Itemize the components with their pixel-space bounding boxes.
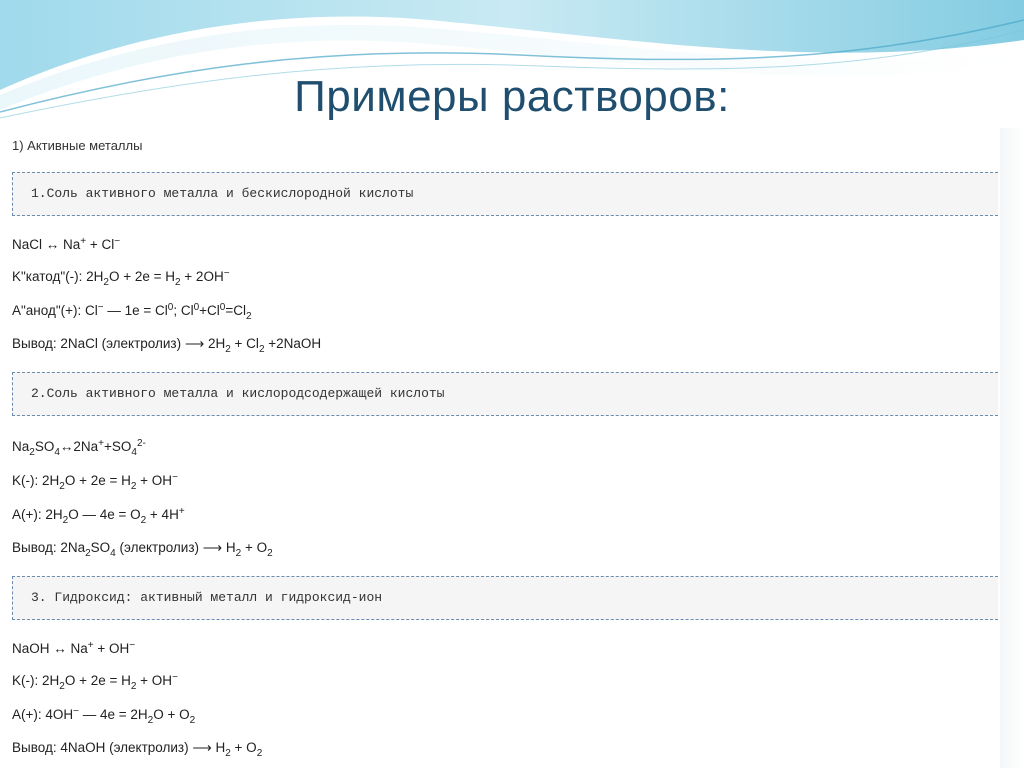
- section-1-line-4: Вывод: 2NaCl (электролиз) ⟶ $2H_2 + Cl_2$ +2NaOH: [12, 336, 322, 355]
- section-1-header: 1.Соль активного металла и бескислородной кислоты: [31, 186, 414, 201]
- section-1-line-2: K"катод"(-): $2H_2O + 2e = H_2 + 2OH^-$: [12, 268, 230, 288]
- section-1-line-3: A"анод"(+): Cl− — $1e = Cl^0$; $Cl^0+Cl^0=Cl_2$: [12, 302, 252, 322]
- slide-title: Примеры растворов:: [294, 72, 730, 121]
- intro-label: 1) Активные металлы: [12, 138, 143, 153]
- section-3-header-box: [12, 576, 998, 620]
- section-3-line-1: NaOH ↔ Na+ + OH−: [12, 640, 136, 656]
- section-1-line-1: NaCl ↔ Na+ + Cl−: [12, 236, 121, 252]
- section-3-header: 3. Гидроксид: активный металл и гидроксид-ион: [31, 590, 383, 605]
- section-2-line-1: $Na_2SO_4\leftrightarrow 2Na^++SO_4^{2-}$: [12, 438, 146, 458]
- section-3-line-2: K(-): $2H_2O + 2e = H_2 + OH^-$: [12, 672, 178, 692]
- section-1-header-box: [12, 172, 998, 216]
- section-3-line-3: A(+): 4OH− — $4e = 2H_2O + O_2$: [12, 706, 196, 726]
- section-2-line-3: A(+): $2H_2O$ — $4e = O_2 + 4H^+$: [12, 506, 185, 526]
- section-3-line-4: Вывод: 4NaOH (электролиз) ⟶ $H_2 + O_2$: [12, 740, 263, 759]
- section-2-header: 2.Соль активного металла и кислородсодержащей кислоты: [31, 386, 445, 401]
- section-2-line-2: K(-): $2H_2O + 2e = H_2 + OH^-$: [12, 472, 178, 492]
- section-2-header-box: [12, 372, 998, 416]
- panel-edge: [1000, 128, 1024, 768]
- section-2-line-4: Вывод: $2Na_2SO_4$ (электролиз) ⟶ $H_2 + O_2$: [12, 540, 273, 559]
